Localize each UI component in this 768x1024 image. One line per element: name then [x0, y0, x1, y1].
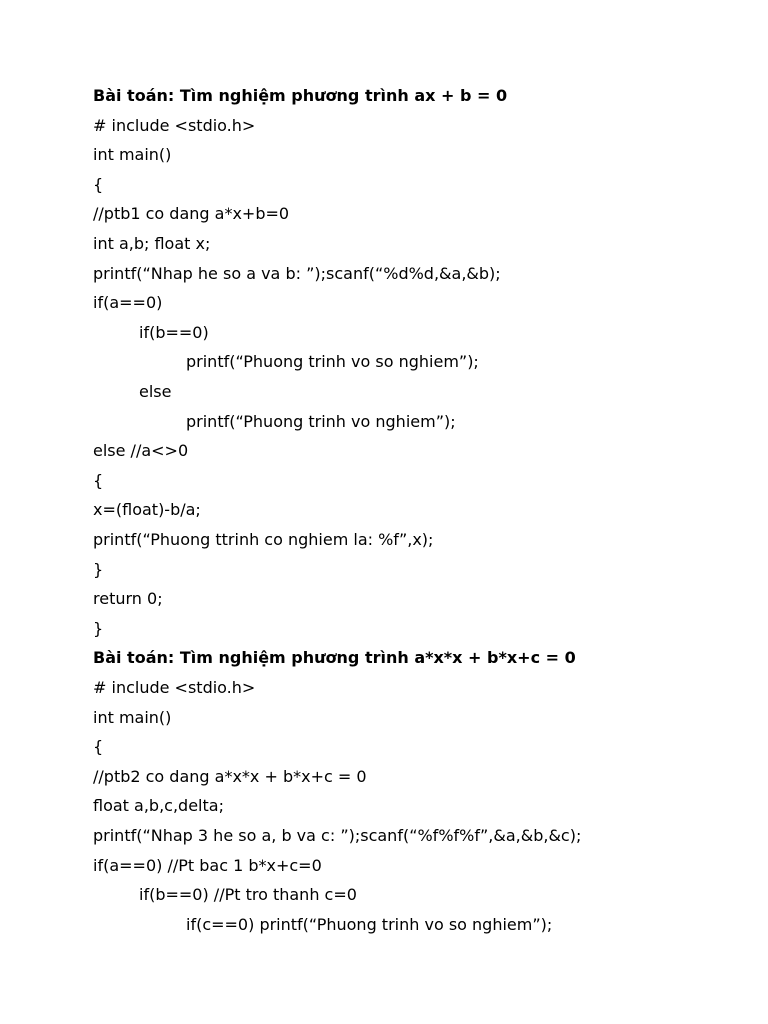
code-line: if(b==0)	[139, 322, 209, 342]
section-heading: Bài toán: Tìm nghiệm phương trình ax + b = 0	[93, 86, 508, 105]
code-line: printf(“Phuong ttrinh co nghiem la: %f”,x);	[93, 530, 434, 549]
code-line: else	[139, 382, 172, 401]
code-line: printf(“Phuong trinh vo so nghiem”);	[186, 352, 479, 372]
code-line: {	[93, 737, 104, 757]
code-line: # include <stdio.h>	[93, 678, 256, 697]
code-line: int main()	[93, 707, 172, 727]
code-line: float a,b,c,delta;	[93, 796, 224, 816]
code-line: if(a==0) //Pt bac 1 b*x+c=0	[93, 855, 322, 875]
code-line: printf(“Nhap he so a va b: ”);scanf(“%d%d,&a,&b);	[93, 263, 501, 283]
code-line: //ptb2 co dang a*x*x + b*x+c = 0	[93, 766, 367, 786]
code-line: printf(“Nhap 3 he so a, b va c: ”);scanf(“%f%f%f”,&a,&b,&c);	[93, 826, 582, 845]
code-line: return 0;	[93, 589, 163, 609]
code-line: if(a==0)	[93, 293, 163, 313]
code-line: int a,b; float x;	[93, 234, 211, 253]
code-line: int main()	[93, 145, 172, 165]
code-line: printf(“Phuong trinh vo nghiem”);	[186, 411, 456, 431]
code-line: if(b==0) //Pt tro thanh c=0	[139, 885, 357, 905]
code-line: # include <stdio.h>	[93, 115, 256, 135]
code-line: x=(float)-b/a;	[93, 500, 201, 520]
code-line: {	[93, 174, 104, 194]
code-line: //ptb1 co dang a*x+b=0	[93, 204, 290, 224]
code-line: }	[93, 559, 104, 579]
section-heading: Bài toán: Tìm nghiệm phương trình a*x*x + b*x+c = 0	[93, 648, 576, 668]
code-line: if(c==0) printf(“Phuong trinh vo so nghiem”);	[186, 914, 553, 934]
code-line: {	[93, 470, 104, 490]
code-line: }	[93, 618, 104, 638]
code-line: else //a<>0	[93, 441, 189, 461]
